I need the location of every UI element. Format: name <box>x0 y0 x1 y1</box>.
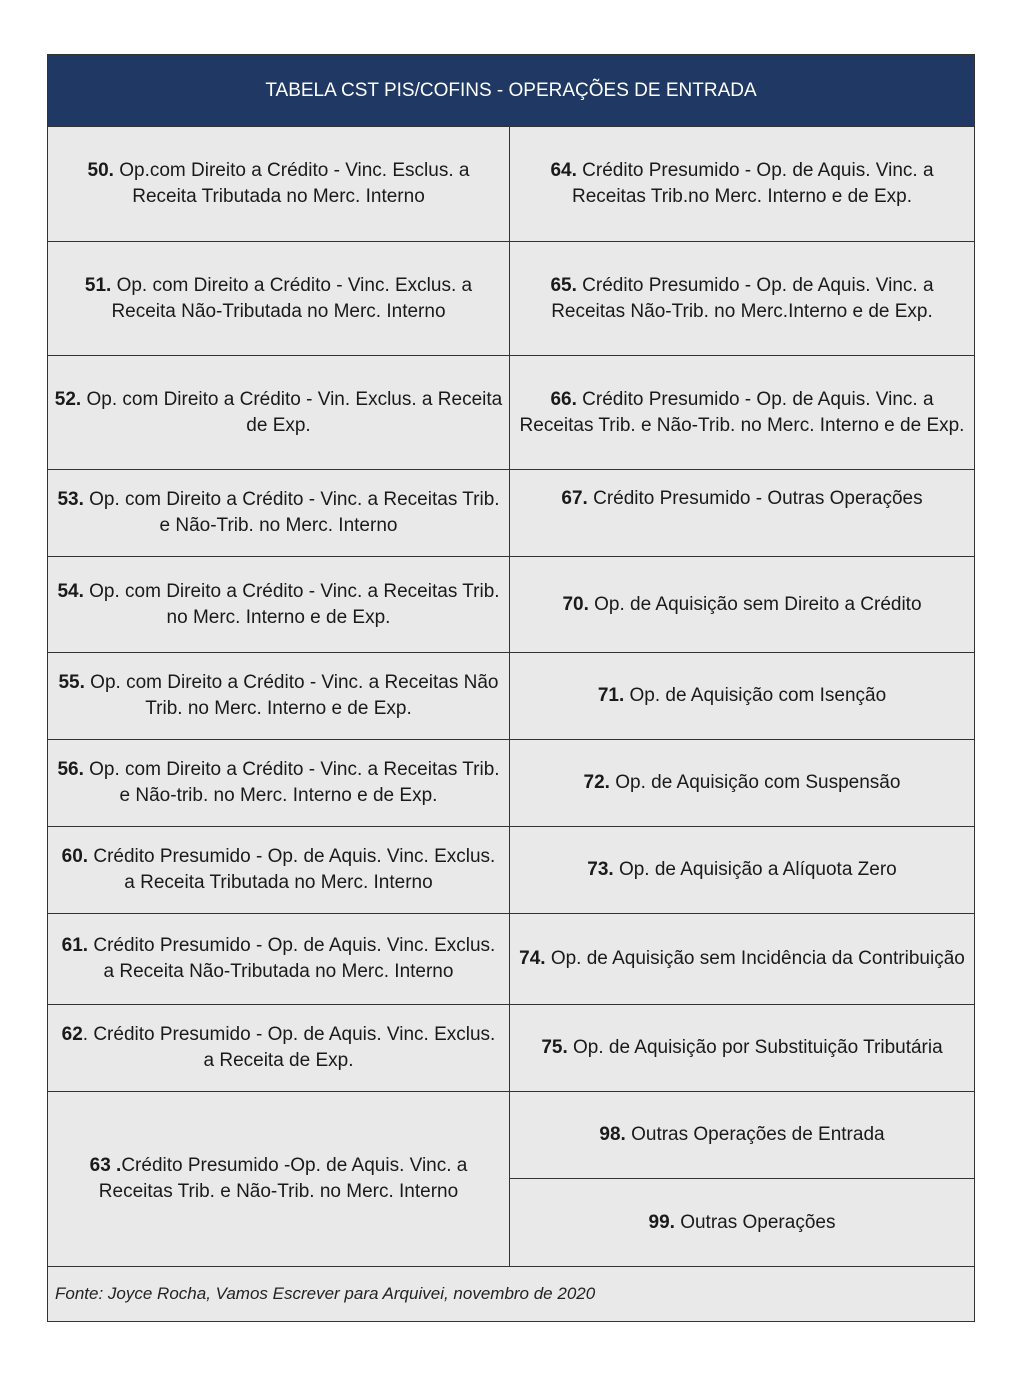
cst-code: 51. <box>84 274 112 296</box>
cst-description: Op. com Direito a Crédito - Vinc. a Receitas Trib. e Não-trib. no Merc. Interno e de Exp. <box>83 759 500 806</box>
cst-description: Op. com Direito a Crédito - Vinc. a Receitas Trib. e Não-Trib. no Merc. Interno <box>83 489 500 536</box>
cst-code: 60. <box>61 846 89 867</box>
cst-description: Op. com Direito a Crédito - Vinc. a Receitas Trib. no Merc. Interno e de Exp. <box>83 580 500 628</box>
cst-description: Crédito Presumido - Op. de Aquis. Vinc. Exclus. a Receita Tributada no Merc. Interno <box>88 846 496 893</box>
table-cell-61 <box>48 914 510 1005</box>
table-cell-98 <box>510 1092 974 1179</box>
cst-code: 52. <box>54 388 82 410</box>
cst-description: Outras Operações de Entrada <box>625 1124 885 1145</box>
table-cell-72 <box>510 740 974 827</box>
cst-code: 62 <box>61 1024 83 1045</box>
table-cell-62 <box>48 1005 510 1092</box>
table-cell-50 <box>48 127 510 242</box>
table-cell-52 <box>48 356 510 470</box>
source-note: Fonte: Joyce Rocha, Vamos Escrever para Arquivei, novembro de 2020 <box>55 1284 596 1303</box>
table-cell-64 <box>510 127 974 242</box>
table-cell-60 <box>48 827 510 914</box>
cst-description: Op. de Aquisição com Suspensão <box>609 772 901 793</box>
table-cell-67 <box>510 470 974 557</box>
cst-code: 64. <box>550 160 577 181</box>
cst-code: 61. <box>61 935 89 956</box>
table-cell-99 <box>510 1179 974 1267</box>
cst-code: 71. <box>597 685 625 706</box>
table-cell-56 <box>48 740 510 827</box>
table-cell-74 <box>510 914 974 1005</box>
cst-table <box>47 54 975 1322</box>
table-cell-55 <box>48 653 510 740</box>
table-cell-71 <box>510 653 974 740</box>
cst-code: 50. <box>87 160 114 181</box>
cst-description: Op. de Aquisição com Isenção <box>624 685 887 706</box>
cst-description: Crédito Presumido -Op. de Aquis. Vinc. a Receitas Trib. e Não-Trib. no Merc. Interno <box>98 1155 468 1202</box>
cst-code: 73. <box>587 859 614 880</box>
cst-code: 63 . <box>89 1155 122 1176</box>
table-cell-70 <box>510 557 974 653</box>
cst-description: Crédito Presumido - Op. de Aquis. Vinc. a Receitas Trib.no Merc. Interno e de Exp. <box>571 160 934 207</box>
cst-description: Op. de Aquisição sem Incidência da Contribuição <box>545 948 965 969</box>
cst-code: 75. <box>541 1037 568 1058</box>
table-cell-54 <box>48 557 510 653</box>
table-cell-75 <box>510 1005 974 1092</box>
cst-description: Outras Operações <box>674 1211 836 1233</box>
cst-description: Op. com Direito a Crédito - Vin. Exclus. a Receita de Exp. <box>81 388 503 436</box>
cst-code: 66. <box>550 388 577 410</box>
cst-description: Op.com Direito a Crédito - Vinc. Esclus. a Receita Tributada no Merc. Interno <box>113 160 470 207</box>
table-cell-53 <box>48 470 510 557</box>
table-title: TABELA CST PIS/COFINS - OPERAÇÕES DE ENTRADA <box>48 55 974 127</box>
cst-code: 53. <box>57 489 84 510</box>
cst-description: Op. de Aquisição por Substituição Tributária <box>567 1037 943 1058</box>
cst-code: 98. <box>599 1124 626 1145</box>
cst-description: Crédito Presumido - Outras Operações <box>587 488 923 509</box>
cst-description: Op. de Aquisição a Alíquota Zero <box>613 859 897 880</box>
table-cell-65 <box>510 242 974 356</box>
cst-description: Op. de Aquisição sem Direito a Crédito <box>588 593 922 615</box>
cst-code: 65. <box>550 274 577 296</box>
cst-code: 55. <box>58 672 85 693</box>
cst-code: 99. <box>648 1211 675 1233</box>
table-cell-66 <box>510 356 974 470</box>
cst-description: Op. com Direito a Crédito - Vinc. Exclus. a Receita Não-Tributada no Merc. Interno <box>111 274 473 322</box>
table-cell-51 <box>48 242 510 356</box>
cst-description: Crédito Presumido - Op. de Aquis. Vinc. a Receitas Trib. e Não-Trib. no Merc. Interno e de Exp. <box>519 388 965 436</box>
cst-code: 70. <box>562 593 589 615</box>
cst-code: 54. <box>57 580 84 602</box>
cst-description: . Crédito Presumido - Op. de Aquis. Vinc. Exclus. a Receita de Exp. <box>82 1024 496 1071</box>
cst-description: Crédito Presumido - Op. de Aquis. Vinc. Exclus. a Receita Não-Tributada no Merc. Interno <box>88 935 496 982</box>
table-cell-63 <box>48 1092 510 1267</box>
cst-description: Crédito Presumido - Op. de Aquis. Vinc. a Receitas Não-Trib. no Merc.Interno e de Exp. <box>551 274 934 322</box>
cst-code: 74. <box>519 948 546 969</box>
cst-code: 67. <box>561 488 588 509</box>
table-cell-73 <box>510 827 974 914</box>
cst-description: Op. com Direito a Crédito - Vinc. a Receitas Não Trib. no Merc. Interno e de Exp. <box>84 672 499 719</box>
cst-code: 56. <box>57 759 84 780</box>
cst-code: 72. <box>583 772 610 793</box>
